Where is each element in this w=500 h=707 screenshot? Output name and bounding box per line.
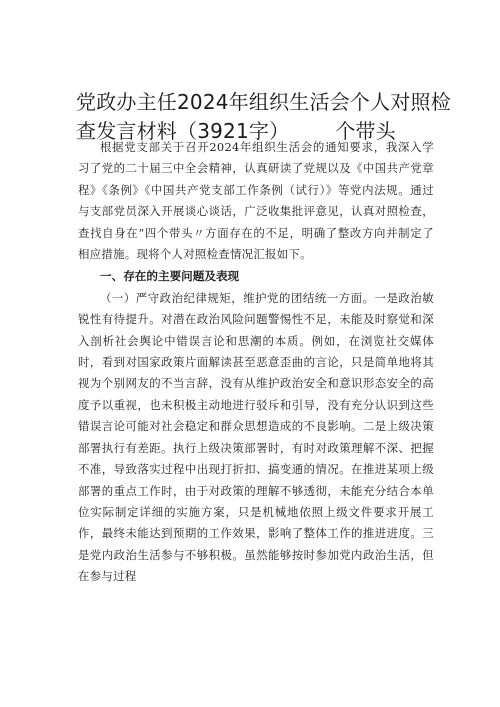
section-paragraph: （一）严守政治纪律规矩，维护党的团结统一方面。一是政治敏锐性有待提升。对潜在政治风险问题警惕性不足，未能及时察觉和深入剖析社会舆论中错误言论和思潮的本质。例如，在浏览社交媒体时，看到对国家政策片面解读甚至恶意歪曲的言论，只是简单地将其视为个别网友的不当言辞，没有从维护政治安全和意识形态安全的高度予以重视，也未积极主动地进行驳斥和引导，没有充分认识到这些错误言论可能对社会稳定和群众思想造成的不良影响。二是上级决策部署执行有差距。执行上级决策部署时，有时对政策理解不深、把握不准，导致落实过程中出现打折扣、搞变通的情况。在推进某项上级部署的重点工作时，由于对政策的理解不够透彻，未能充分结合本单位实际制定详细的实施方案，只是机械地依照上级文件要求开展工作，最终未能达到预期的工作效果，影响了整体工作的推进进度。三是党内政治生活参与不够积极。虽然能够按时参加党内政治生活，但在参与过程 (78, 290, 434, 584)
document-body (78, 137, 434, 588)
title-line-2-main: 查发言材料（3921字） (76, 119, 290, 143)
title-line-1: 党政办主任2024年组织生活会个人对照检 (76, 90, 451, 114)
title-line-2-suffix: 个带头 (335, 119, 396, 143)
section-heading: 一、存在的主要问题及表现 (100, 269, 240, 284)
intro-paragraph: 根据党支部关于召开2024年组织生活会的通知要求，我深入学习了党的二十届三中全会精神，认真研读了党规以及《中国共产党章程》《条例》《中国共产党支部工作条例（试行）》等党内法规。通过与支部党员深入开展谈心谈话，广泛收集批评意见，认真对照检查，查找自身在“四个带头〃方面存在的不足，明确了整改方向并制定了相应措施。现将个人对照检查情况汇报如下。 (78, 140, 434, 262)
